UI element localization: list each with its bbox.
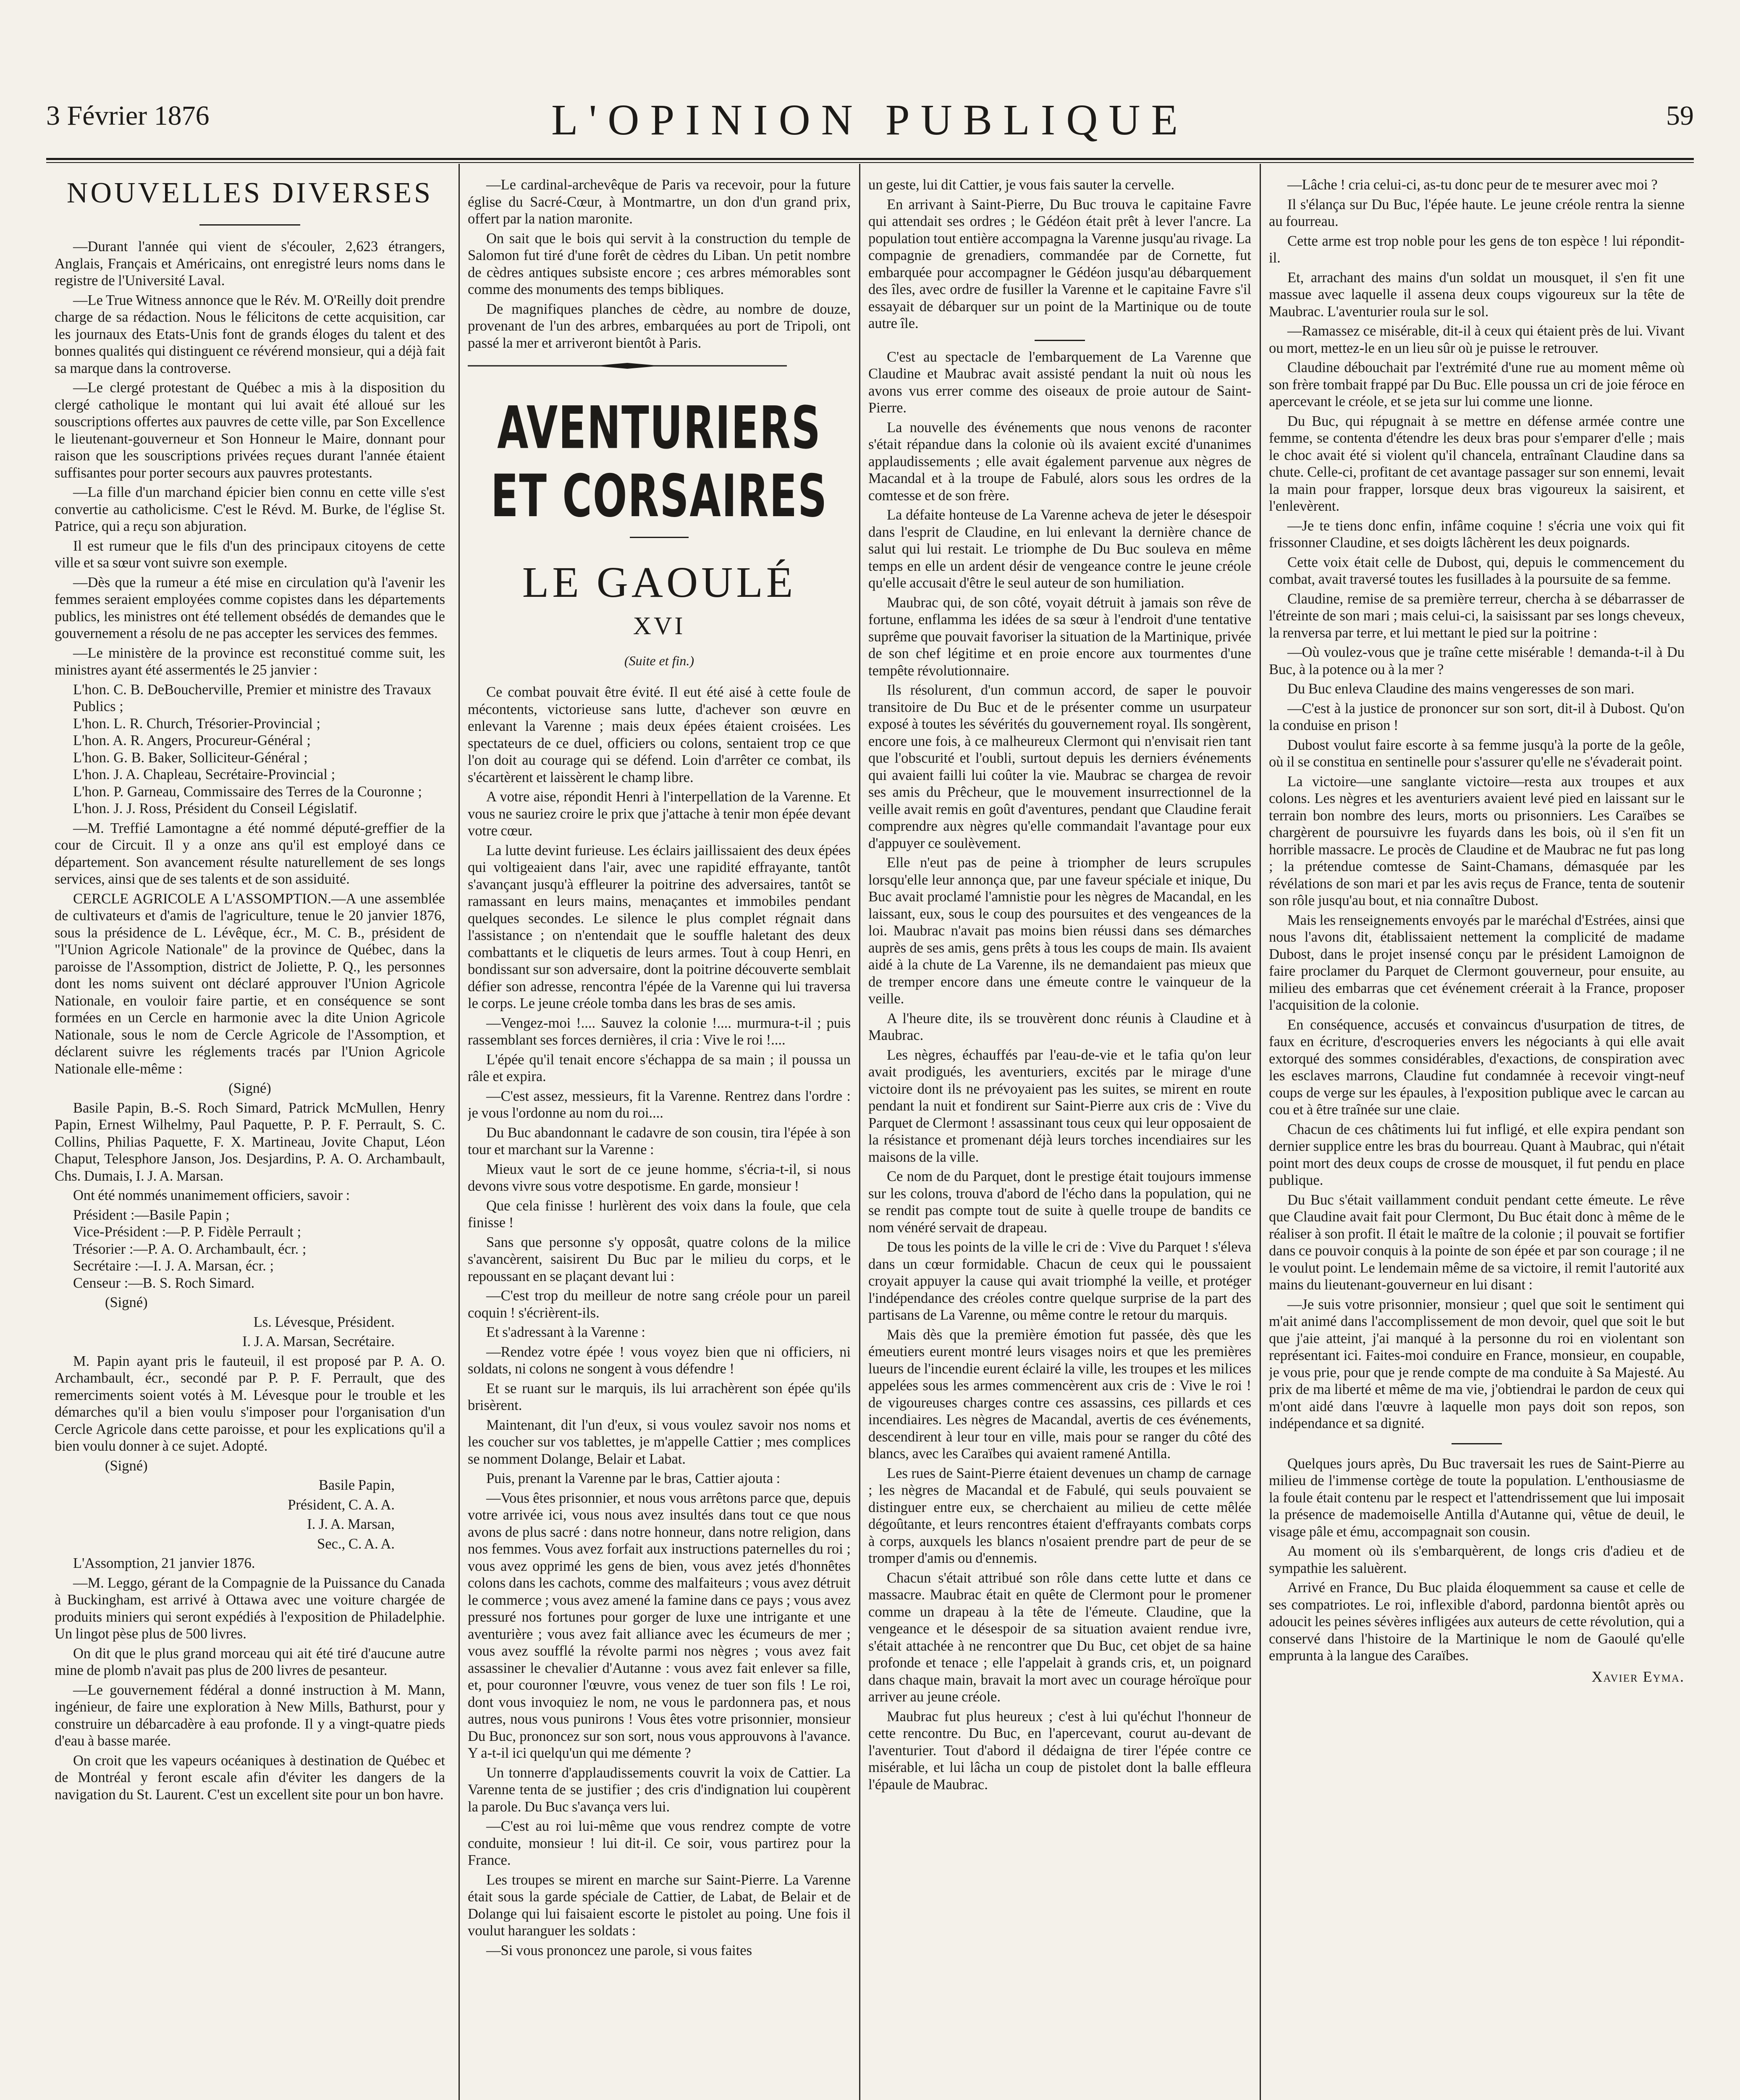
story-paragraph: Maintenant, dit l'un d'eux, si vous voulez savoir nos noms et les coucher sur vos tablettes, je m'appelle Cattier ; mes complices se nomment Dolange, Belair et Labat.	[468, 1417, 851, 1467]
story-paragraph: Les rues de Saint-Pierre étaient devenues un champ de carnage ; les nègres de Macandal et de Fabulé, qui seuls pouvaient se distinguer entre eux, se cherchaient au milieu de cette mêlée dégoûtante, et leurs rencontres étaient d'effrayants combats corps à corps, auxquels les blancs n'osaient prendre part de peur de se tromper d'amis ou d'ennemis.	[868, 1465, 1251, 1566]
column-2	[468, 176, 851, 2100]
member-names: Basile Papin, B.-S. Roch Simard, Patrick McMullen, Henry Papin, Ernest Wilhelmy, Paul Paquette, P. P. F. Perrault, S. C. Collins, Philias Paquette, F. X. Martineau, Jovite Chaput, Léon Chaput, Telesphore Janson, Jos. Desjardins, P. A. O. Archambault, Chs. Dumais, I. J. A. Marsan.	[55, 1100, 445, 1184]
signature-line: Président, C. A. A.	[288, 1496, 395, 1513]
news-paragraph: CERCLE AGRICOLE A L'ASSOMPTION.—A une assemblée de cultivateurs et d'amis de l'agriculture, tenue le 20 janvier 1876, sous la présidence de L. Lévêque, écr., M. C. B., président de "l'Union Agricole Nationale" de la province de Québec, dans la paroisse de l'Assomption, district de Joliette, P. Q., les personnes dont les noms suivent ont déclaré approuver l'Union Agricole Nationale, en vouloir faire partie, et en conséquence se sont formées en un Cercle en harmonie avec la dite Union Agricole Nationale, sous le nom de Cercle Agricole de l'Assomption, et déclarent suivre les réglements tracés par l'Union Agricole Nationale elle-même :	[55, 890, 445, 1077]
officer-item: Secrétaire :—I. J. A. Marsan, écr. ;	[73, 1258, 274, 1274]
column-divider	[459, 164, 460, 2100]
officer-item: Président :—Basile Papin ;	[73, 1207, 230, 1223]
column-divider	[1260, 164, 1261, 2100]
author-signature: Xavier Eyma.	[1591, 1668, 1685, 1685]
story-paragraph: —C'est trop du meilleur de notre sang créole pour un pareil coquin ! s'écrièrent-ils.	[468, 1288, 851, 1321]
story-paragraph: —Rendez votre épée ! vous voyez bien que ni officiers, ni soldats, ni colons ne songent à vous défendre !	[468, 1344, 851, 1377]
minister-item: L'hon. J. J. Ross, Président du Conseil Législatif.	[73, 801, 358, 816]
story-paragraph: Cette arme est trop noble pour les gens de ton espèce ! lui répondit-il.	[1269, 233, 1685, 266]
column-3	[868, 176, 1251, 2100]
story-paragraph: Puis, prenant la Varenne par le bras, Cattier ajouta :	[486, 1470, 781, 1486]
story-paragraph: Du Buc enleva Claudine des mains vengeresses de son mari.	[1287, 681, 1635, 697]
story-paragraph: —Lâche ! cria celui-ci, as-tu donc peur de te mesurer avec moi ?	[1287, 177, 1658, 193]
news-paragraph: —Dès que la rumeur a été mise en circulation qu'à l'avenir les femmes seraient employées comme copistes dans les départements publics, les ministres ont été tellement obsédés de demandes que le gouvernement a résolu de ne pas accepter les services des femmes.	[55, 574, 445, 641]
story-paragraph: —C'est assez, messieurs, fit la Varenne. Rentrez dans l'ordre : je vous l'ordonne au nom du roi....	[468, 1088, 851, 1121]
page-number: 59	[1666, 100, 1694, 131]
section-rule	[1452, 1443, 1502, 1444]
ministers-list	[55, 681, 445, 817]
section-title: NOUVELLES DIVERSES	[66, 177, 433, 209]
story-paragraph: —Vengez-moi !.... Sauvez la colonie !.... murmura-t-il ; puis rassemblant ses forces dernières, il cria : Vive le roi !....	[468, 1015, 851, 1048]
feuilleton-title: AVENTURIERS ET CORSAIRES	[490, 394, 828, 530]
story-paragraph: —C'est au roi lui-même que vous rendrez compte de votre conduite, monsieur ! lui dit-il. Ce soir, vous partirez pour la France.	[468, 1818, 851, 1868]
news-paragraph: —Le ministère de la province est reconstitué comme suit, les ministres ayant été assermentés le 25 janvier :	[55, 645, 445, 678]
story-paragraph: Un tonnerre d'applaudissements couvrit la voix de Cattier. La Varenne tenta de se justifier ; des cris d'indignation lui coupèrent la parole. Du Buc s'avança vers lui.	[468, 1764, 851, 1815]
story-paragraph: Claudine, remise de sa première terreur, chercha à se débarrasser de l'étreinte de son mari ; mais celui-ci, la saisissant par ses longs cheveux, la renversa par terre, et lui mettant le pied sur la poitrine :	[1269, 591, 1685, 641]
story-paragraph: Et, arrachant des mains d'un soldat un mousquet, il s'en fit une massue avec laquelle il assena deux coups vigoureux sur la tête de Maubrac. L'aventurier roula sur le sol.	[1269, 269, 1685, 320]
story-paragraph: Elle n'eut pas de peine à triompher de leurs scrupules lorsqu'elle leur annonça que, par une faveur spéciale et inique, Du Buc avait proclamé l'amnistie pour les nègres de Macandal, en les laissant, eux, sous le coup des poursuites et des vengeances de la loi. Maubrac n'avait pas moins bien réussi dans ses démarches auprès de ses amis, gens prêts à tous les coups de main. Ils avaient aidé à la chute de La Varenne, ils ne demandaient pas mieux que de tremper encore dans une émeute contre le vainqueur de la veille.	[868, 855, 1251, 1007]
story-paragraph: Chacun s'était attribué son rôle dans cette lutte et dans ce massacre. Maubrac était en quête de Clermont pour le promener comme un drapeau à la tête de l'émeute. Claudine, que la vengeance et le désespoir de sa situation avaient rendue ivre, s'était attachée à ne rencontrer que Du Buc, cet objet de sa haine profonde et tenace ; elle l'appelait à grands cris, et, un poignard dans chaque main, bravait la mort avec un courage héroïque pour arriver au jeune créole.	[868, 1570, 1251, 1705]
news-paragraph: —Le True Witness annonce que le Rév. M. O'Reilly doit prendre charge de sa rédaction. Nous le félicitons de cette acquisition, car les journaux des Etats-Unis font de grands éloges du talent et des bonnes qualités qui distinguent ce révérend monsieur, qui a déjà fait sa marque dans la controverse.	[55, 292, 445, 376]
story-paragraph: —Ramassez ce misérable, dit-il à ceux qui étaient près de lui. Vivant ou mort, mettez-le en un lieu sûr où je puisse le retrouver.	[1269, 323, 1685, 356]
story-paragraph: La lutte devint furieuse. Les éclairs jaillissaient des deux épées qui voltigeaient dans l'air, avec une rapidité effrayante, tantôt s'avançant jusqu'à effleurer la poitrine des adversaires, tantôt se ramassant en leurs mains, menaçantes et immobiles pendant quelques secondes. Le silence le plus complet régnait dans l'assistance ; on n'entendait que le souffle haletant des deux combattants et le cliquetis de leurs armes. Tout à coup Henri, en bondissant sur son adversaire, dont la poitrine découverte semblait défier son adresse, rencontra l'épée de la Varenne qui lui traversa le corps. Le jeune créole tomba dans les bras de ses amis.	[468, 842, 851, 1011]
officer-item: Vice-Président :—P. P. Fidèle Perrault ;	[73, 1224, 301, 1240]
chapter-title: LE GAOULÉ	[522, 558, 797, 606]
story-paragraph: Du Buc abandonnant le cadavre de son cousin, tira l'épée à son tour et marchant sur la Varenne :	[468, 1124, 851, 1158]
news-paragraph: —Durant l'année qui vient de s'écouler, 2,623 étrangers, Anglais, Français et Américains, ont enregistré leurs noms dans le registre de l'Université Laval.	[55, 239, 445, 289]
officer-item: Censeur :—B. S. Roch Simard.	[73, 1275, 255, 1291]
story-paragraph: Les troupes se mirent en marche sur Saint-Pierre. La Varenne était sous la garde spéciale de Cattier, de Labat, de Belair et de Dolange qui lui faisaient escorte le pistolet au poing. Une fois il voulut haranguer les soldats :	[468, 1872, 851, 1939]
story-paragraph: Quelques jours après, Du Buc traversait les rues de Saint-Pierre au milieu de l'immense cortège de toute la population. L'enthousiasme de la foule était contenu par le respect et l'attendrissement que lui imposait la présence de mademoiselle Antilla d'Autanne qui, vêtue de deuil, le visage pâle et ému, accompagnait son cousin.	[1269, 1455, 1685, 1540]
story-paragraph: Et s'adressant à la Varenne :	[486, 1324, 645, 1340]
story-paragraph: Mais dès que la première émotion fut passée, dès que les émeutiers eurent montré leurs visages noirs et que les premières lueurs de l'incendie eurent éclairé la ville, les troupes et les milices appelées sous les armes commencèrent aux cris de : Vive le roi ! de vigoureuses charges contre ces assassins, ces pillards et ces incendiaires. Les nègres de Macandal, avertis de ces événements, descendirent à leur tour en ville, mais pour se ranger du côté des blancs, avec les Caraïbes qui avaient ramené Antilla.	[868, 1326, 1251, 1462]
continuation-note: (Suite et fin.)	[624, 653, 694, 668]
story-paragraph: En arrivant à Saint-Pierre, Du Buc trouva le capitaine Favre qui attendait ses ordres ; le Gédéon était prêt à lever l'ancre. La population tout entière accompagna la Varenne jusqu'au rivage. La compagnie de grenadiers, commandée par de Cornette, fut embarquée pour accompagner le Gédéon jusqu'au débarquement des îles, avec ordre de fusiller la Varenne et le capitaine Favre s'il essayait de débarquer sur un point de la Martinique ou de toute autre île.	[868, 196, 1251, 331]
minister-item: L'hon. P. Garneau, Commissaire des Terres de la Couronne ;	[73, 783, 422, 800]
story-paragraph: —C'est à la justice de prononcer sur son sort, dit-il à Dubost. Qu'on la conduise en prison !	[1269, 700, 1685, 733]
story-paragraph: Arrivé en France, Du Buc plaida éloquemment sa cause et celle de ses compatriotes. Le roi, inflexible d'abord, pardonna bientôt après ou adoucit les peines sévères infligées aux auteurs de cette révolution, qui a conservé dans l'histoire de la Martinique le nom de Gaoulé qu'elle emprunta à la langue des Caraïbes.	[1269, 1580, 1685, 1664]
story-paragraph: —Où voulez-vous que je traîne cette misérable ! demanda-t-il à Du Buc, à la potence ou à la mer ?	[1269, 644, 1685, 677]
minister-item: L'hon. C. B. DeBoucherville, Premier et ministre des Travaux Publics ;	[73, 681, 432, 714]
story-paragraph: Chacun de ces châtiments lui fut infligé, et elle expira pendant son dernier supplice entre les bras du bourreau. Quant à Maubrac, qui n'était point mort des deux coups de crosse de mousquet, il fut pendu en place publique.	[1269, 1121, 1685, 1188]
story-paragraph: La victoire—une sanglante victoire—resta aux troupes et aux colons. Les nègres et les aventuriers avaient levé pied en laissant sur le terrain bon nombre des leurs, morts ou prisonniers. Les Caraïbes se chargèrent de poursuivre les fuyards dans les bois, où il s'en fit un horrible massacre. Le procès de Claudine et de Maubrac ne fut pas long ; la prétendue comtesse de Saint-Chamans, démasquée par les révélations de son mari et par les avis reçus de France, tenta de soutenir son rôle jusqu'au bout, et nia connaître Dubost.	[1269, 773, 1685, 908]
issue-date: 3 Février 1876	[46, 100, 210, 131]
story-paragraph: Dubost voulut faire escorte à sa femme jusqu'à la porte de la geôle, où il se constitua en sentinelle pour s'assurer qu'elle ne s'évaderait point.	[1269, 737, 1685, 770]
section-rule	[1035, 340, 1085, 341]
story-paragraph: —Si vous prononcez une parole, si vous faites	[486, 1942, 752, 1958]
column-divider	[859, 164, 860, 2100]
news-paragraph: —Le gouvernement fédéral a donné instruction à M. Mann, ingénieur, de faire une exploration à New Mills, Bathurst, pour y construire un débarcadère à eau profonde. Il y a vingt-quatre pieds d'eau à basse marée.	[55, 1682, 445, 1749]
news-paragraph: —M. Leggo, gérant de la Compagnie de la Puissance du Canada à Buckingham, est arrivé à Ottawa avec une voiture chargée de produits miniers qui seront expédiés à l'exposition de Philadelphie. Un lingot pèse plus de 500 livres.	[55, 1575, 445, 1642]
signature-line: I. J. A. Marsan, Secrétaire.	[242, 1334, 395, 1349]
story-paragraph: un geste, lui dit Cattier, je vous fais sauter la cervelle.	[868, 177, 1175, 193]
story-paragraph: La défaite honteuse de La Varenne acheva de jeter le désespoir dans l'esprit de Claudine, en lui enlevant la dernière chance de salut qui lui restait. Le triomphe de Du Buc souleva en même temps en elle un ardent désir de vengeance contre le jeune créole qu'elle accusait d'être le seul auteur de son humiliation.	[868, 507, 1251, 591]
column-1	[55, 176, 445, 2100]
chapter-number: XVI	[633, 612, 686, 640]
story-paragraph: Claudine débouchait par l'extrémité d'une rue au moment même où son frère tombait frappé par Du Buc. Elle poussa un cri de joie féroce en apercevant le créole, et se jeta sur lui comme une lionne.	[1269, 360, 1685, 410]
signed-note: (Signé)	[228, 1080, 271, 1096]
newspaper-title: L'OPINION PUBLIQUE	[551, 96, 1189, 144]
news-paragraph: —Le cardinal-archevêque de Paris va recevoir, pour la future église du Sacré-Cœur, à Montmartre, un don d'un grand prix, offert par la nation maronite.	[468, 177, 851, 227]
story-paragraph: Ils résolurent, d'un commun accord, de saper le pouvoir transitoire de Du Buc et de le présenter comme un usurpateur exposé à toutes les sévérités du gouvernement royal. Ils songèrent, encore une fois, à ce malheureux Clermont qui n'envisait rien tant que l'obscurité et l'oubli, surtout depuis les derniers événements qui avaient failli lui coûter la vie. Maubrac se chargea de revoir ses amis du Prêcheur, que le mouvement insurrectionnel de la veille avait remis en goût d'aventures, pendant que Claudine ferait comprendre aux nègres qu'elle commandait l'avantage pour eux d'appuyer ce soulèvement.	[868, 682, 1251, 851]
header-rule-thick	[46, 158, 1694, 160]
signed-note: (Signé)	[105, 1457, 148, 1474]
story-paragraph: A votre aise, répondit Henri à l'interpellation de la Varenne. Et vous ne sauriez croire le prix que j'attache à tenir mon épée devant votre cœur.	[468, 789, 851, 839]
ornamental-rule	[468, 362, 787, 369]
officer-item: Trésorier :—P. A. O. Archambault, écr. ;	[73, 1241, 307, 1257]
dateline: L'Assomption, 21 janvier 1876.	[73, 1555, 255, 1571]
news-paragraph: M. Papin ayant pris le fauteuil, il est proposé par P. A. O. Archambault, écr., secondé par P. P. F. Perrault, que des remerciments soient votés à M. Lévesque pour le trouble et les démarches qu'il a bien voulu s'imposer pour l'organisation d'un Cercle Agricole dans cette paroisse, et pour les explications qu'il a bien voulu donner à ce sujet. Adopté.	[55, 1353, 445, 1454]
header-rule-thin	[46, 162, 1694, 163]
story-paragraph: Du Buc, qui répugnait à se mettre en défense armée contre une femme, se contenta d'étendre les deux bras pour s'emparer d'elle ; mais le choc avait été si violent qu'il chancela, entraînant Claudine dans sa chute. Celle-ci, profitant de cet avantage passager sur son ennemi, levait la main pour frapper, lorsque deux bras vigoureux la saisirent, et l'enlevèrent.	[1269, 413, 1685, 514]
news-paragraph: On dit que le plus grand morceau qui ait été tiré d'aucune autre mine de plomb n'avait pas plus de 200 livres de pesanteur.	[55, 1645, 445, 1678]
signature-line: Sec., C. A. A.	[317, 1536, 395, 1552]
news-paragraph: On croit que les vapeurs océaniques à destination de Québec et de Montréal y feront escale afin d'éviter les dangers de la navigation du St. Laurent. C'est un excellent site pour un bon havre.	[55, 1752, 445, 1803]
story-paragraph: —Vous êtes prisonnier, et nous vous arrêtons parce que, depuis votre arrivée ici, vous nous avez insultés dans tout ce que nous avons de plus sacré : dans notre honneur, dans notre religion, dans nos femmes. Vous avez forfait aux instructions paternelles du roi ; vous avez opprimé les gens de bien, vous avez jetés d'honnêtes colons dans les cachots, comme des malfaiteurs ; vous avez détruit le commerce ; vous avez amené la famine dans ce pays ; vous avez pressuré nos fortunes pour gorger de luxe une intrigante et une aventurière ; vous avez fait alliance avec les écumeurs de mer ; vous avez soufflé la révolte parmi nos nègres ; vous avez fait assassiner le chevalier d'Autanne : vous avez fait enlever sa fille, et, pour couronner l'œuvre, vous venez de tuer son fils ! Le roi, dont vous invoquiez le nom, ne vous le pardonnera pas, et nous autres, nous vous punirons ! Vous êtes votre prisonnier, monsieur Du Buc, prononcez sur son sort, nous vous approuvons à l'avance. Y a-t-il ici quelqu'un qui me démente ?	[468, 1490, 851, 1761]
signature-line: Ls. Lévesque, Président.	[253, 1314, 395, 1330]
officers-list	[55, 1207, 445, 1292]
story-paragraph: De tous les points de la ville le cri de : Vive du Parquet ! s'éleva dans un cœur formidable. Chacun de ceux qui le poussaient croyait appuyer la cause qui avait triomphé la veille, et protéger l'indépendance des créoles contre quelque surprise de la part des partisans de La Varenne, ou même contre le retour du marquis.	[868, 1239, 1251, 1323]
story-paragraph: A l'heure dite, ils se trouvèrent donc réunis à Claudine et à Maubrac.	[868, 1010, 1251, 1043]
signature-line: I. J. A. Marsan,	[307, 1516, 395, 1532]
title-rule	[630, 537, 689, 538]
signature-line: Basile Papin,	[318, 1477, 395, 1493]
news-paragraph: On sait que le bois qui servit à la construction du temple de Salomon fut tiré d'une forêt de cèdres du Liban. Un petit nombre de cèdres antiques subsiste encore ; ces arbres mémorables sont comme des monuments des temps bibliques.	[468, 230, 851, 297]
news-paragraph: Il est rumeur que le fils d'un des principaux citoyens de cette ville et sa sœur vont suivre son exemple.	[55, 538, 445, 571]
story-paragraph: Sans que personne s'y opposât, quatre colons de la milice s'avancèrent, saisirent Du Buc par le milieu du corps, et le repoussant en se plaçant devant lui :	[468, 1234, 851, 1284]
news-paragraph: De magnifiques planches de cèdre, au nombre de douze, provenant de l'un des arbres, embarquées au port de Tripoli, ont passé la mer et arriveront bientôt à Paris.	[468, 301, 851, 351]
masthead	[46, 95, 1694, 154]
story-paragraph: Il s'élança sur Du Buc, l'épée haute. Le jeune créole rentra la sienne au fourreau.	[1269, 196, 1685, 229]
story-paragraph: —Je te tiens donc enfin, infâme coquine ! s'écria une voix qui fit frissonner Claudine, et ses doigts lâchèrent les deux poignards.	[1269, 517, 1685, 551]
story-paragraph: Ce combat pouvait être évité. Il eut été aisé à cette foule de mécontents, victorieuse sans lutte, d'achever son œuvre en enlevant la Varenne ; mais deux épées étaient croisées. Les spectateurs de ce duel, officiers ou colons, sentaient trop ce que l'on doit au courage qui se défend. Loin d'arrêter ce combat, ils s'écartèrent et laissèrent le champ libre.	[468, 684, 851, 785]
column-4	[1269, 176, 1685, 2100]
section-rule	[199, 224, 300, 226]
story-paragraph: Et se ruant sur le marquis, ils lui arrachèrent son épée qu'ils brisèrent.	[468, 1380, 851, 1413]
story-paragraph: Maubrac qui, de son côté, voyait détruit à jamais son rêve de fortune, enflamma les idées de sa sœur à l'endroit d'une tentative suprême que pouvait favoriser la situation de la Martinique, privée de son chef légitime et en proie encore aux tourmentes d'une tempête révolutionnaire.	[868, 594, 1251, 679]
news-paragraph: —Le clergé protestant de Québec a mis à la disposition du clergé catholique le montant qui lui avait été alloué sur les souscriptions offertes aux pauvres de cette ville, par Son Excellence le lieutenant-gouverneur et Son Honneur le Maire, donnant pour raison que les souscriptions privées reçues durant l'année étaient suffisantes pour porter secours aux pauvres protestants.	[55, 380, 445, 481]
story-paragraph: Maubrac fut plus heureux ; c'est à lui qu'échut l'honneur de cette rencontre. Du Buc, en l'apercevant, courut au-devant de l'aventurier. Tout d'abord il dédaigna de tirer l'épée contre ce misérable, et lui lâcha un coup de pistolet dont la balle effleura l'épaule de Maubrac.	[868, 1708, 1251, 1793]
news-paragraph: —M. Treffié Lamontagne a été nommé député-greffier de la cour de Circuit. Il y a onze ans qu'il est employé dans ce département. Son avancement résulte naturellement de ses longs services, ainsi que de ses talents et de son assiduité.	[55, 820, 445, 887]
news-paragraph: —La fille d'un marchand épicier bien connu en cette ville s'est convertie au catholicisme. C'est le Révd. M. Burke, de l'église St. Patrice, qui a reçu son abjuration.	[55, 484, 445, 534]
story-paragraph: C'est au spectacle de l'embarquement de La Varenne que Claudine et Maubrac avait assisté pendant la nuit où nous les avons vus errer comme des oiseaux de proie autour de Saint-Pierre.	[868, 349, 1251, 416]
minister-item: L'hon. J. A. Chapleau, Secrétaire-Provincial ;	[73, 766, 335, 782]
story-paragraph: Que cela finisse ! hurlèrent des voix dans la foule, que cela finisse !	[468, 1197, 851, 1231]
story-paragraph: Du Buc s'était vaillamment conduit pendant cette émeute. Le rêve que Claudine avait fait pour Clermont, Du Buc était donc à même de le réaliser à son profit. Il était le maître de la colonie ; il pouvait se fortifier dans ce pouvoir conquis à la pointe de son épée et par son courage ; il ne le voulut point. Le lendemain même de sa victoire, il remit l'autorité aux mains du lieutenant-gouverneur en lui disant :	[1269, 1192, 1685, 1293]
signed-note: (Signé)	[105, 1294, 148, 1310]
story-paragraph: Cette voix était celle de Dubost, qui, depuis le commencement du combat, avait traversé toutes les fusillades à la poursuite de sa femme.	[1269, 554, 1685, 587]
news-paragraph: Ont été nommés unanimement officiers, savoir :	[73, 1187, 350, 1203]
story-paragraph: Mais les renseignements envoyés par le maréchal d'Estrées, ainsi que nous l'avons dit, établissaient nettement la complicité de madame Dubost, dans le projet insensé conçu par le président Lamoignon de faire proclamer du Parquet de Clermont gouverneur, pour ensuite, au milieu des embarras que cet événement créerait à la France, proposer l'acquisition de la colonie.	[1269, 912, 1685, 1013]
story-paragraph: La nouvelle des événements que nous venons de raconter s'était répandue dans la colonie où ils avaient excité d'unanimes applaudissements ; elle avait également parvenue aux nègres de Macandal et à la troupe de Fabulé, alors sous les ordres de la comtesse et de son frère.	[868, 419, 1251, 504]
story-paragraph: Les nègres, échauffés par l'eau-de-vie et le tafia qu'on leur avait prodigués, les aventuriers, excités par le mirage d'une victoire dont ils ne prévoyaient pas les suites, se mirent en route pendant la nuit et fondirent sur Saint-Pierre aux cris de : Vive du Parquet de Clermont ! assassinant tous ceux qui leur opposaient de la résistance et promenant déjà leurs torches incendiaires sur les maisons de la ville.	[868, 1047, 1251, 1165]
story-paragraph: Ce nom de du Parquet, dont le prestige était toujours immense sur les colons, trouva d'abord de l'écho dans la population, qui ne se rendit pas compte tout de suite à quelle troupe de bandits ce nom vénéré servait de drapeau.	[868, 1168, 1251, 1236]
minister-item: L'hon. A. R. Angers, Procureur-Général ;	[73, 732, 311, 748]
story-paragraph: L'épée qu'il tenait encore s'échappa de sa main ; il poussa un râle et expira.	[468, 1051, 851, 1084]
story-paragraph: —Je suis votre prisonnier, monsieur ; quel que soit le sentiment qui m'ait animé dans l'accomplissement de mon devoir, quel que soit le but que j'aie atteint, j'ai manqué à la personne du roi en violentant son représentant ici. Faites-moi conduire en France, monsieur, en coupable, je vous prie, pour que je rende compte de ma conduite à Sa Majesté. Au prix de ma liberté et même de ma vie, j'obtiendrai le pardon de ceux qui m'ont aidé dans l'œuvre à laquelle mon pays doit son repos, son indépendance et sa dignité.	[1269, 1296, 1685, 1431]
minister-item: L'hon. G. B. Baker, Solliciteur-Général ;	[73, 749, 308, 766]
story-paragraph: Au moment où ils s'embarquèrent, de longs cris d'adieu et de sympathie les saluèrent.	[1269, 1543, 1685, 1576]
minister-item: L'hon. L. R. Church, Trésorier-Provincial ;	[73, 715, 321, 732]
story-paragraph: Mieux vaut le sort de ce jeune homme, s'écria-t-il, si nous devons vivre sous votre despotisme. En garde, monsieur !	[468, 1161, 851, 1194]
story-paragraph: En conséquence, accusés et convaincus d'usurpation de titres, de faux en écriture, d'escroqueries envers les négociants à qui elle avait extorqué des sommes considérables, d'exactions, de conspiration avec les esclaves marrons, Claudine fut condamnée à recevoir vingt-neuf coups de verge sur les épaules, à l'exposition publique avec le carcan au cou et à être traînée sur une claie.	[1269, 1016, 1685, 1118]
